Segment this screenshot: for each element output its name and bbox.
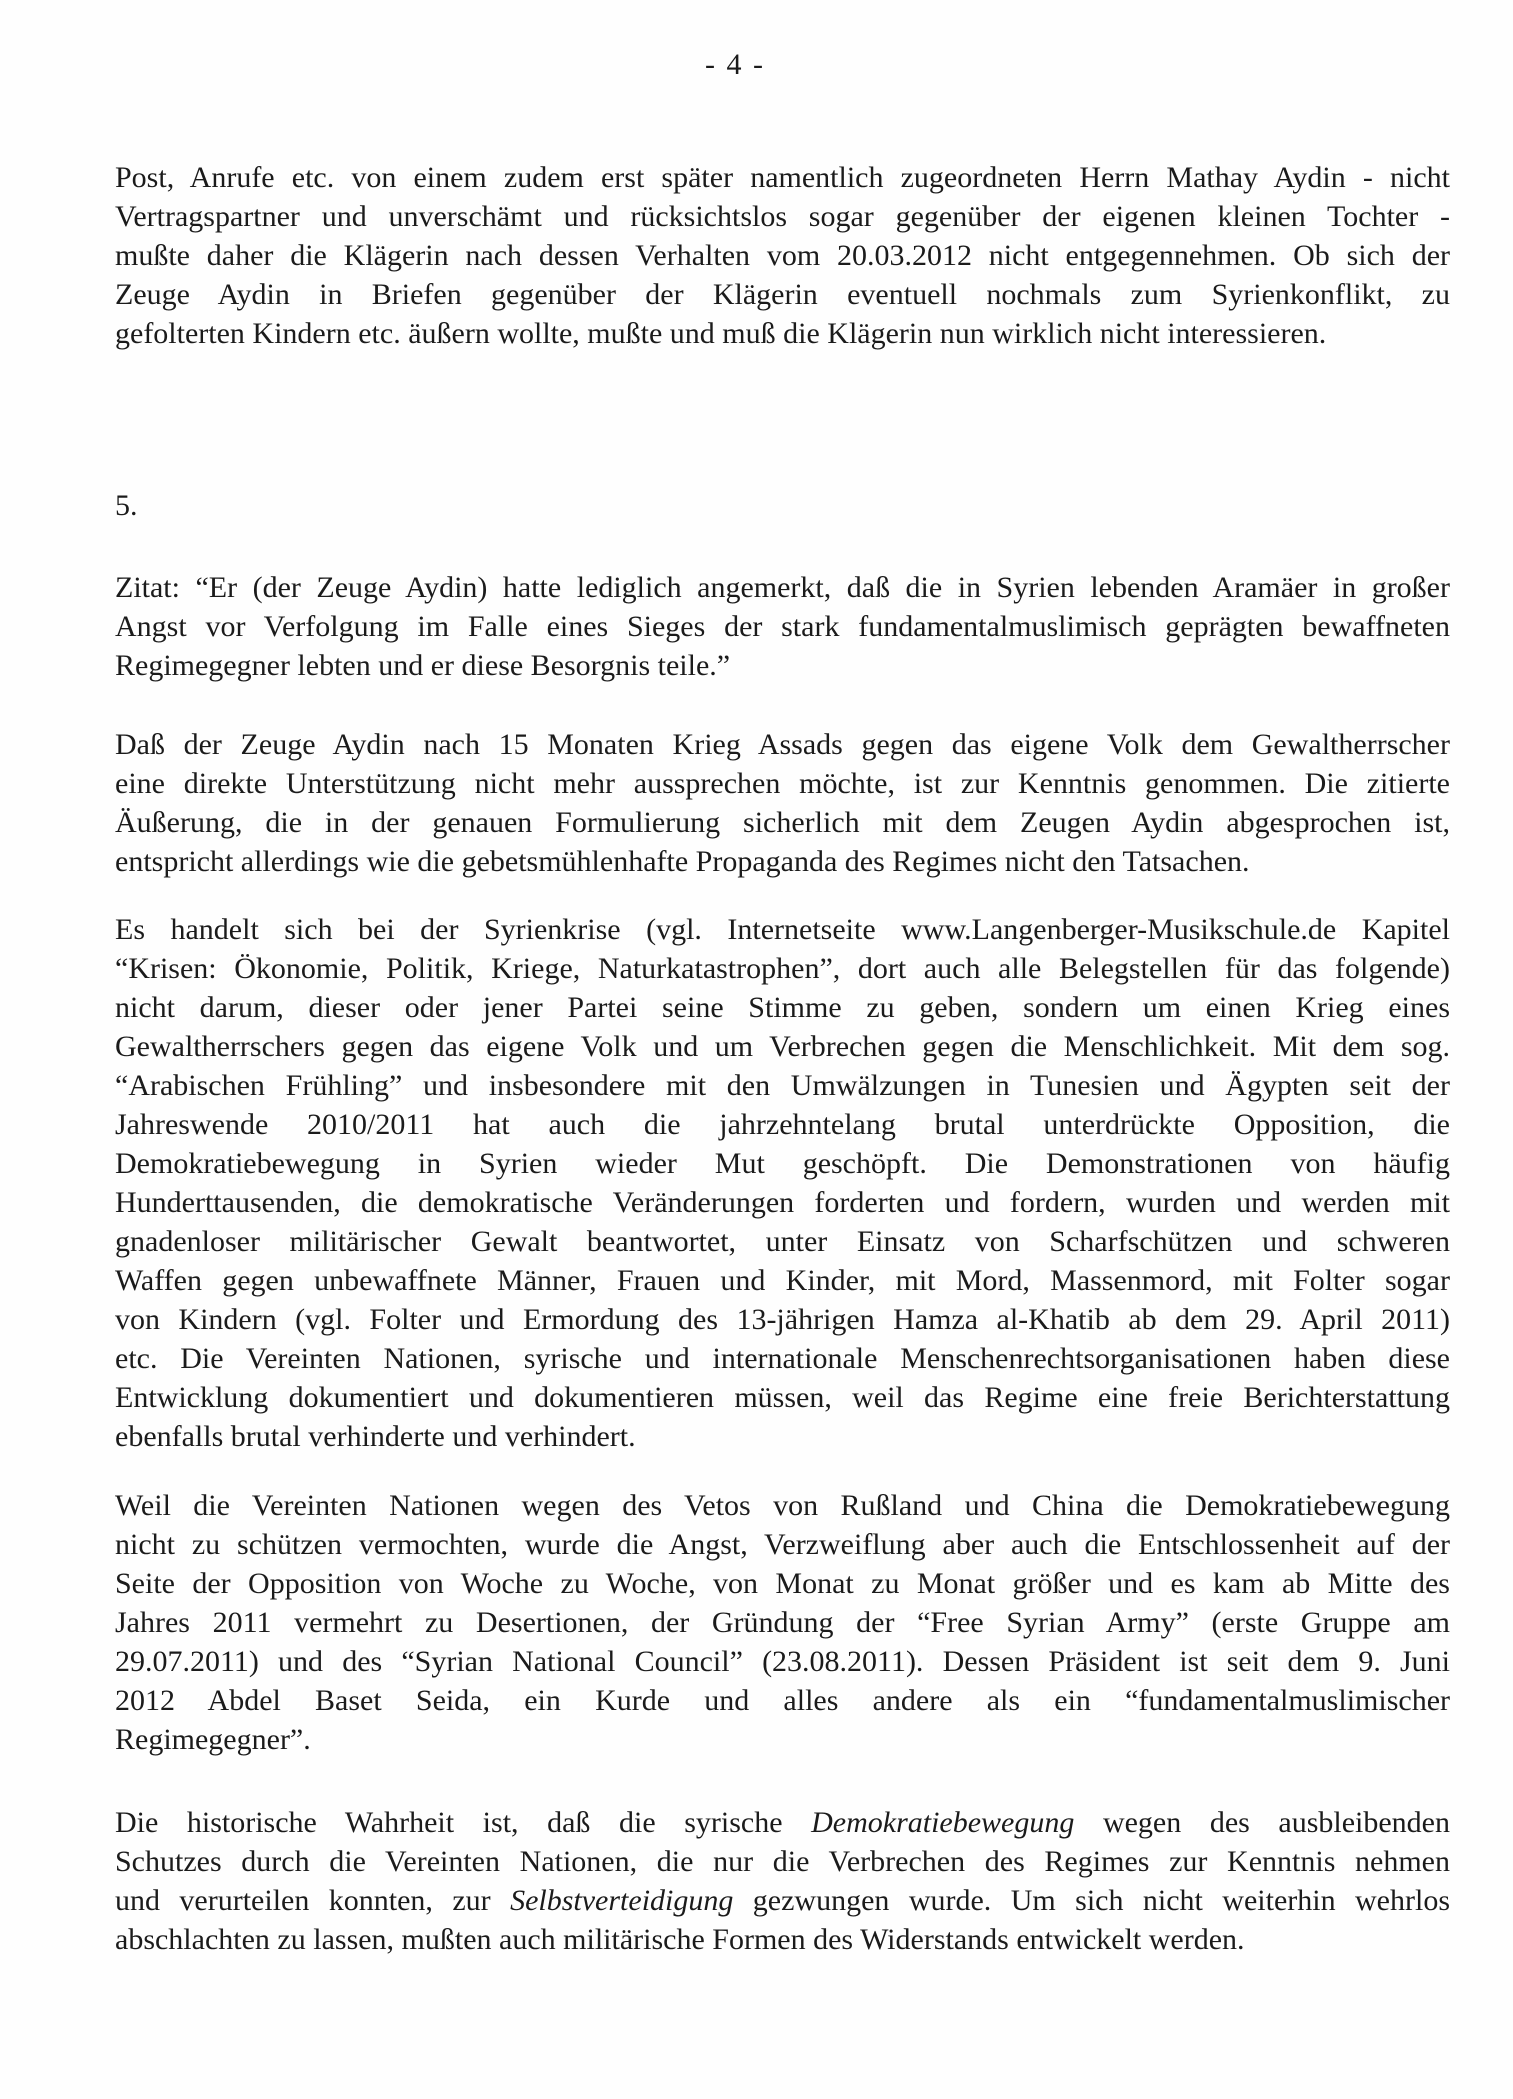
text-run: Die historische Wahrheit ist, daß die syrische (115, 1806, 812, 1839)
text-line: Regimegegner lebten und er diese Besorgnis teile.” (115, 649, 731, 682)
text-line: Zeuge Aydin in Briefen gegenüber der Klägerin eventuell nochmals zum Syrienkonflikt, zu (115, 278, 1450, 311)
text-run: und verurteilen konnten, zur (115, 1884, 511, 1917)
text-line: Vertragspartner und unverschämt und rücksichtslos sogar gegenüber der eigenen kleinen Tochter - (115, 200, 1450, 233)
text-line: Schutzes durch die Vereinten Nationen, die nur die Verbrechen des Regimes zur Kenntnis nehmen (115, 1845, 1450, 1878)
emphasis-text: Selbstverteidigung (510, 1884, 734, 1917)
text-run: gezwungen wurde. Um sich nicht weiterhin wehrlos (733, 1884, 1450, 1917)
text-line: Entwicklung dokumentiert und dokumentieren müssen, weil das Regime eine freie Berichterstattung (115, 1381, 1450, 1414)
text-run: wegen des ausbleibenden (1074, 1806, 1450, 1839)
text-line: “Krisen: Ökonomie, Politik, Kriege, Naturkatastrophen”, dort auch alle Belegstellen für das folgende) (115, 952, 1450, 985)
text-line: Gewaltherrschers gegen das eigene Volk und um Verbrechen gegen die Menschlichkeit. Mit dem sog. (115, 1030, 1450, 1063)
text-line: Demokratiebewegung in Syrien wieder Mut geschöpft. Die Demonstrationen von häufig (115, 1147, 1450, 1180)
text-line: nicht darum, dieser oder jener Partei seine Stimme zu geben, sondern um einen Krieg eines (115, 991, 1450, 1024)
text-line: Daß der Zeuge Aydin nach 15 Monaten Krieg Assads gegen das eigene Volk dem Gewaltherrscher (115, 728, 1450, 761)
text-line: Äußerung, die in der genauen Formulierung sicherlich mit dem Zeugen Aydin abgesprochen ist, (115, 806, 1450, 839)
text-line (115, 1803, 1450, 1842)
text-line: Waffen gegen unbewaffnete Männer, Frauen und Kinder, mit Mord, Massenmord, mit Folter sogar (115, 1264, 1450, 1297)
paragraph (115, 1486, 1450, 1759)
quotation-paragraph (115, 568, 1450, 685)
text-line: nicht zu schützen vermochten, wurde die Angst, Verzweiflung aber auch die Entschlossenheit auf der (115, 1528, 1450, 1561)
paragraph (115, 725, 1450, 881)
text-line: Seite der Opposition von Woche zu Woche, von Monat zu Monat größer und es kam ab Mitte des (115, 1567, 1450, 1600)
text-line: gnadenloser militärischer Gewalt beantwortet, unter Einsatz von Scharfschützen und schweren (115, 1225, 1450, 1258)
text-line: Jahreswende 2010/2011 hat auch die jahrzehntelang brutal unterdrückte Opposition, die (115, 1108, 1450, 1141)
section-number: 5. (115, 489, 138, 522)
page-number: - 4 - (705, 48, 765, 81)
paragraph (115, 910, 1450, 1456)
text-line: mußte daher die Klägerin nach dessen Verhalten vom 20.03.2012 nicht entgegennehmen. Ob sich der (115, 239, 1450, 272)
text-line: abschlachten zu lassen, mußten auch militärische Formen des Widerstands entwickelt werden. (115, 1923, 1245, 1956)
text-line (115, 1881, 1450, 1920)
text-line: 29.07.2011) und des “Syrian National Council” (23.08.2011). Dessen Präsident ist seit dem 9. Juni (115, 1645, 1450, 1678)
text-line: gefolterten Kindern etc. äußern wollte, mußte und muß die Klägerin nun wirklich nicht interessieren. (115, 317, 1327, 350)
text-line: entspricht allerdings wie die gebetsmühlenhafte Propaganda des Regimes nicht den Tatsachen. (115, 845, 1250, 878)
text-line: Post, Anrufe etc. von einem zudem erst später namentlich zugeordneten Herrn Mathay Aydin - nicht (115, 161, 1450, 194)
text-line: Zitat: “Er (der Zeuge Aydin) hatte lediglich angemerkt, daß die in Syrien lebenden Aramäer in großer (115, 571, 1450, 604)
text-line: Regimegegner”. (115, 1723, 311, 1756)
text-line: eine direkte Unterstützung nicht mehr aussprechen möchte, ist zur Kenntnis genommen. Die zitierte (115, 767, 1450, 800)
emphasis-text: Demokratiebewegung (811, 1806, 1075, 1839)
text-line: “Arabischen Frühling” und insbesondere mit den Umwälzungen in Tunesien und Ägypten seit der (115, 1069, 1450, 1102)
paragraph (115, 1803, 1450, 1959)
text-line: von Kindern (vgl. Folter und Ermordung des 13-jährigen Hamza al-Khatib ab dem 29. April 2011) (115, 1303, 1450, 1336)
text-line: Es handelt sich bei der Syrienkrise (vgl. Internetseite www.Langenberger-Musikschule.de Kapitel (115, 913, 1450, 946)
text-line: Jahres 2011 vermehrt zu Desertionen, der Gründung der “Free Syrian Army” (erste Gruppe am (115, 1606, 1450, 1639)
paragraph-continuation (115, 158, 1450, 353)
text-line: ebenfalls brutal verhinderte und verhindert. (115, 1420, 636, 1453)
text-line: etc. Die Vereinten Nationen, syrische und internationale Menschenrechtsorganisationen haben diese (115, 1342, 1450, 1375)
text-line: Weil die Vereinten Nationen wegen des Vetos von Rußland und China die Demokratiebewegung (115, 1489, 1450, 1522)
text-line: Hunderttausenden, die demokratische Veränderungen forderten und fordern, wurden und werden mit (115, 1186, 1450, 1219)
text-line: Angst vor Verfolgung im Falle eines Sieges der stark fundamentalmuslimisch geprägten bewaffneten (115, 610, 1450, 643)
text-line: 2012 Abdel Baset Seida, ein Kurde und alles andere als ein “fundamentalmuslimischer (115, 1684, 1450, 1717)
